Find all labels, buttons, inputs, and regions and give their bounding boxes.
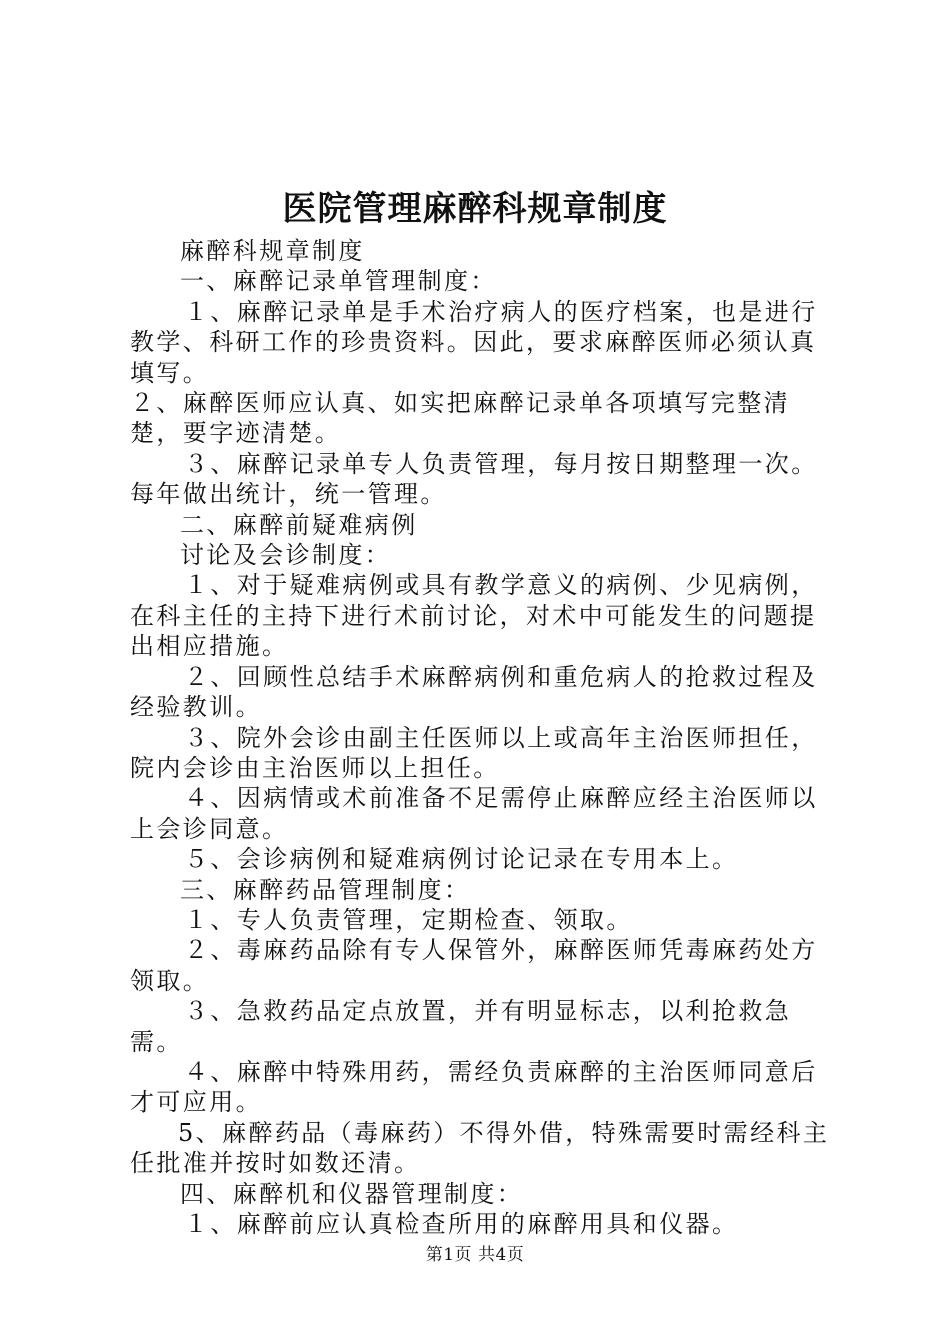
paragraph: ５、会诊病例和疑难病例讨论记录在专用本上。	[184, 845, 739, 874]
paragraph: ４、因病情或术前准备不足需停止麻醉应经主治医师以上会诊同意。	[130, 784, 818, 843]
paragraph: ３、麻醉记录单专人负责管理，每月按日期整理一次。每年做出统计，统一管理。	[130, 449, 818, 509]
paragraph: 5、麻醉药品（毒麻药）不得外借，特殊需要时需经科主任批准并按时如数还清。	[130, 1118, 830, 1178]
section-heading-3: 三、麻醉药品管理制度：	[180, 875, 471, 904]
paragraph: １、专人负责管理，定期检查、领取。	[184, 905, 633, 934]
paragraph: ２、毒麻药品除有专人保管外，麻醉医师凭毒麻药处方领取。	[130, 936, 818, 995]
paragraph: ２、回顾性总结手术麻醉病例和重危病人的抢救过程及经验教训。	[130, 662, 818, 722]
document-title: 医院管理麻醉科规章制度	[282, 189, 668, 229]
document-body	[130, 236, 835, 1239]
paragraph: １、麻醉前应认真检查所用的麻醉用具和仪器。	[184, 1210, 739, 1238]
paragraph: ２、麻醉医师应认真、如实把麻醉记录单各项填写完整清楚，要字迹清楚。	[130, 389, 790, 448]
section-heading-1: 一、麻醉记录单管理制度：	[180, 267, 497, 296]
paragraph: ３、院外会诊由副主任医师以上或高年主治医师担任，院内会诊由主治医师以上担任。	[130, 723, 818, 782]
paragraph: ３、急救药品定点放置，并有明显标志，以利抢救急需。	[130, 997, 792, 1056]
section-heading-2: 二、麻醉前疑难病例	[180, 510, 418, 539]
paragraph: １、对于疑难病例或具有教学意义的病例、少见病例，在科主任的主持下进行术前讨论，对术中可能发生的问题提出相应措施。	[130, 571, 818, 661]
paragraph: １、麻醉记录单是手术治疗病人的医疗档案，也是进行教学、科研工作的珍贵资料。因此，要求麻醉医师必须认真填写。	[130, 297, 818, 387]
paragraph: ４、麻醉中特殊用药，需经负责麻醉的主治医师同意后才可应用。	[130, 1057, 818, 1117]
page-footer: 第1页 共4页	[425, 1245, 525, 1265]
section-heading-4: 四、麻醉机和仪器管理制度：	[180, 1179, 524, 1208]
paragraph-subtitle: 麻醉科规章制度	[180, 237, 365, 265]
paragraph: 讨论及会诊制度：	[180, 541, 392, 570]
